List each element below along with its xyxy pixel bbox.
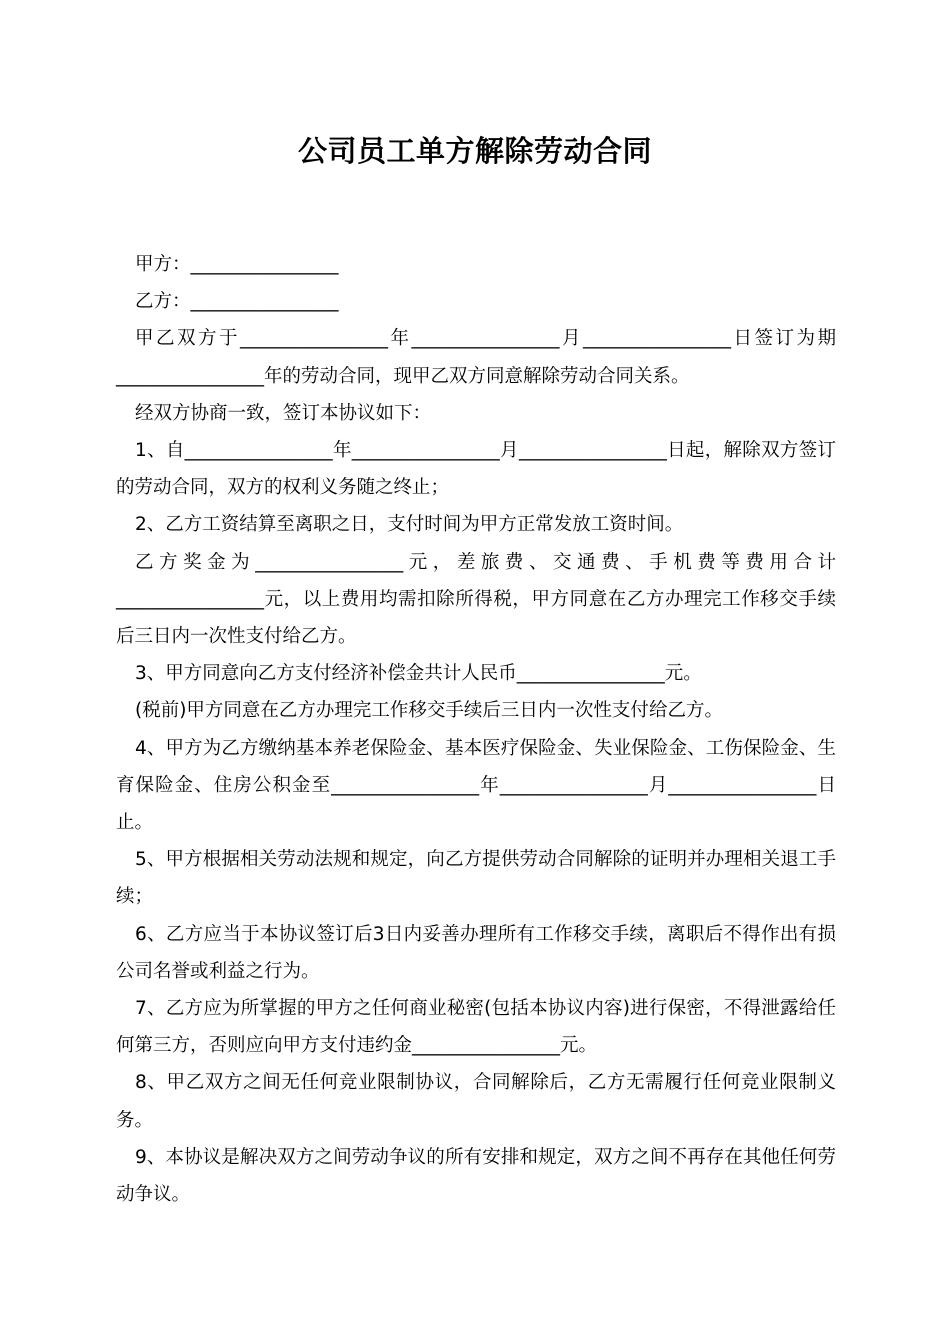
party-a-line: 甲方：________________ (135, 254, 339, 275)
contract-preamble: 甲乙双方于________________年________________月________________日签订为期________________年的劳动合同，现甲乙双方同意解除劳动合同关系。 (116, 328, 836, 387)
clause-5: 5、甲方根据相关劳动法规和规定，向乙方提供劳动合同解除的证明并办理相关退工手续； (116, 849, 836, 908)
clause-3-note: (税前)甲方同意在乙方办理完工作移交手续后三日内一次性支付给乙方。 (135, 700, 723, 722)
clause-2: 2、乙方工资结算至离职之日，支付时间为甲方正常发放工资时间。 (135, 514, 684, 536)
clause-6: 6、乙方应当于本协议签订后3日内妥善办理所有工作移交手续，离职后不得作出有损公司名誉或利益之行为。 (116, 923, 836, 982)
clause-3: 3、甲方同意向乙方支付经济补偿金共计人民币________________元。 (135, 663, 702, 685)
document-title: 公司员工单方解除劳动合同 (297, 134, 652, 168)
contract-body (116, 246, 836, 1213)
party-b-line: 乙方：________________ (135, 291, 339, 313)
clause-1: 1、自________________年________________月________________日起，解除双方签订的劳动合同，双方的权利义务随之终止； (116, 440, 836, 499)
clause-8: 8、甲乙双方之间无任何竞业限制协议，合同解除后，乙方无需履行任何竞业限制义务。 (116, 1072, 836, 1131)
clause-7: 7、乙方应为所掌握的甲方之任何商业秘密(包括本协议内容)进行保密，不得泄露给任何第三方，否则应向甲方支付违约金________________元。 (116, 998, 836, 1057)
clause-9: 9、本协议是解决双方之间劳动争议的所有安排和规定，双方之间不再存在其他任何劳动争议。 (116, 1146, 836, 1206)
clause-2-bonus: 乙方奖金为________________元，差旅费、交通费、手机费等费用合计________________元，以上费用均需扣除所得税，甲方同意在乙方办理完工作移交手续后三日内一次性支付给乙方。 (116, 551, 836, 648)
agreement-intro: 经双方协商一致，签订本协议如下： (135, 402, 432, 424)
clause-4: 4、甲方为乙方缴纳基本养老保险金、基本医疗保险金、失业保险金、工伤保险金、生育保险金、住房公积金至________________年________________月________________日止。 (116, 737, 836, 834)
